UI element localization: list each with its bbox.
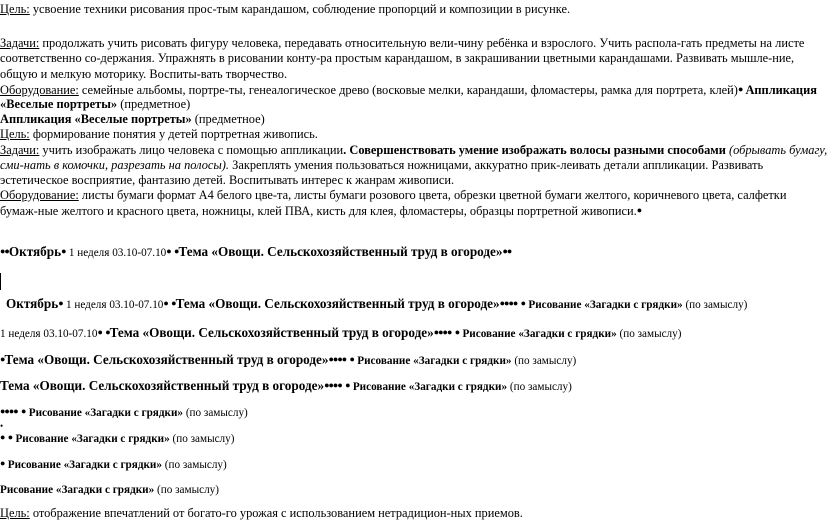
bullet-dot: ● <box>7 432 13 442</box>
drawing-title: Рисование «Загадки с грядки» <box>28 407 184 419</box>
applique-heading-start: Аппликация <box>742 83 817 97</box>
bullet-dot: ● <box>737 84 743 94</box>
equipment2-line-1 <box>0 188 786 203</box>
applique-title: Аппликация «Веселые портреты» <box>0 112 192 126</box>
drawing-tail: (по замыслу) <box>183 407 248 419</box>
final-goal-text: отображение впечатлений от богато-го урожая с использованием нетрадицион-ных приемов. <box>29 506 523 520</box>
equipment-line-1 <box>0 82 817 98</box>
tasks-line-2: соответственно со-держания. Упражнять в рисовании конту-ра простым карандашом, в закрашивании цветными карандашами. Развивать мышле-ние, <box>0 51 795 65</box>
text-cursor <box>0 273 1 290</box>
cascade-line-8 <box>0 456 227 473</box>
theme-title: Тема «Овощи. Сельскохозяйственный труд в огороде» <box>0 378 325 393</box>
bullet-dot: ● <box>454 327 460 337</box>
bullet-dot: ● <box>345 380 350 390</box>
tasks2-text-a: учить изображать лицо человека с помощью аппликации <box>39 143 344 157</box>
bullet-dots: ●●●● <box>499 298 518 308</box>
theme-title: Тема «Овощи. Сельскохозяйственный труд в огороде» <box>109 325 434 340</box>
tasks2-text-c: (обрывать бумагу, <box>728 143 827 157</box>
goal-text: усвоение техники рисования прос-тым карандашом, соблюдение пропорций и композиции в рисунке. <box>29 2 571 16</box>
bullet-dot: ● <box>636 205 642 215</box>
drawing-tail: (по замыслу) <box>511 355 577 367</box>
applique-tail: (предметное) <box>191 112 265 126</box>
bullet-dots: ●●●● <box>0 406 18 416</box>
bullet-dot: ● <box>61 246 66 256</box>
tasks2-italic: сми-нать в комочки, разрезать на полосы). <box>0 158 230 172</box>
week-label: 1 неделя 03.10-07.10 <box>68 247 167 259</box>
bullet-dot: ● <box>174 246 179 256</box>
drawing-title: Рисование «Загадки с грядки» <box>15 433 170 445</box>
drawing-title: Рисование «Загадки с грядки» <box>462 328 617 340</box>
equipment-label: Оборудование: <box>0 83 79 97</box>
tasks-line-1 <box>0 36 804 51</box>
bullet-dots: ●● <box>0 246 9 256</box>
bullet-dot: ● <box>520 298 526 308</box>
equipment2-line-2 <box>0 203 641 219</box>
bullet-dot: ● <box>58 298 63 308</box>
drawing-title: Рисование «Загадки с грядки» <box>0 484 155 496</box>
bullet-dots: ●●●● <box>324 380 342 390</box>
bullet-dots: ●●●● <box>433 327 452 337</box>
equipment2-text: листы бумаги формат А4 белого цве-та, листы бумаги розового цвета, обрезки цветной бумаги желтого, коричневого цвета, салфетки <box>78 188 787 202</box>
tasks-line-3: общую и мелкую моторику. Воспиты-вать творчество. <box>0 67 288 81</box>
portraits-line <box>0 97 190 112</box>
drawing-tail: (по замыслу) <box>507 381 572 393</box>
cascade-line-1 <box>0 244 511 261</box>
cascade-line-9 <box>0 481 219 498</box>
drawing-title: Рисование «Загадки с грядки» <box>357 355 512 367</box>
bullet-dot: ● <box>0 432 5 442</box>
drawing-title: Рисование «Загадки с грядки» <box>352 381 508 393</box>
equipment2-label: Оборудование: <box>0 188 79 202</box>
bullet-dots: ●●●● <box>328 354 347 364</box>
bullet-dot: ● <box>0 458 5 468</box>
drawing-tail: (по замыслу) <box>161 459 227 471</box>
cascade-line-4 <box>0 352 576 369</box>
stray-dot: • <box>0 421 4 431</box>
bullet-dot: ● <box>0 354 5 364</box>
tasks2-text-d: Закреплять умения пользоваться ножницами, аккуратно прик-леивать детали аппликации. Развивать <box>229 158 764 172</box>
drawing-tail: (по замыслу) <box>154 484 219 496</box>
bullet-dot: ● <box>105 327 110 337</box>
equipment-text: семейные альбомы, портре-ты, генеалогическое древо (восковые мелки, карандаши, фломастеры, рамка для портрета, клей) <box>78 83 738 97</box>
cascade-line-2 <box>6 296 747 313</box>
bullet-dot: ● <box>171 298 176 308</box>
goal2-line <box>0 127 318 142</box>
tasks2-line-1 <box>0 143 827 158</box>
goal2-label: Цель: <box>0 127 30 141</box>
bullet-dot: ● <box>97 327 102 337</box>
tasks2-line-2 <box>0 158 763 173</box>
week-label: 1 неделя 03.10-07.10 <box>65 299 164 311</box>
goal-label: Цель: <box>0 2 30 16</box>
tasks2-label: Задачи: <box>0 143 40 157</box>
equipment2-text-2: бумаж-ные желтого и красного цвета, ножницы, клей ПВА, кисть для клея, фломастеры, образцы портретной живописи. <box>0 204 637 218</box>
cascade-line-7 <box>0 430 234 447</box>
final-goal-label: Цель: <box>0 506 30 520</box>
bullet-dot: ● <box>166 246 171 256</box>
drawing-title: Рисование «Загадки с грядки» <box>7 459 162 471</box>
drawing-title: Рисование «Загадки с грядки» <box>528 299 683 311</box>
bullet-dot: ● <box>163 298 168 308</box>
drawing-tail: (по замыслу) <box>616 328 682 340</box>
tasks2-text-b: . Совершенствовать умение изображать волосы разными способами <box>343 143 729 157</box>
tasks-label: Задачи: <box>0 36 40 50</box>
portraits-tail: (предметное) <box>117 97 191 111</box>
drawing-tail: (по замыслу) <box>169 433 235 445</box>
tasks-text: продолжать учить рисовать фигуру человека, передавать относительную вели-чину ребёнка и взрослого. Учить распола-гать предметы на листе <box>39 36 805 50</box>
portraits-title: «Веселые портреты» <box>0 97 118 111</box>
month-label: Октябрь <box>6 296 59 311</box>
theme-title: Тема «Овощи. Сельскохозяйственный труд в огороде» <box>4 352 329 367</box>
theme-title: Тема «Овощи. Сельскохозяйственный труд в огороде» <box>178 244 503 259</box>
bullet-dots: ●● <box>502 246 512 256</box>
goal-line-1 <box>0 2 570 17</box>
tasks2-line-3: эстетическое восприятие, фантазию детей. Воспитывать интерес к жанрам живописи. <box>0 173 455 187</box>
bullet-dot: ● <box>21 406 26 416</box>
applique-line <box>0 112 265 127</box>
week-label: 1 неделя 03.10-07.10 <box>0 328 98 340</box>
bullet-dot: ● <box>349 354 354 364</box>
final-goal-line <box>0 506 523 521</box>
theme-title: Тема «Овощи. Сельскохозяйственный труд в огороде» <box>175 296 500 311</box>
cascade-line-5 <box>0 378 572 395</box>
drawing-tail: (по замыслу) <box>682 299 748 311</box>
goal2-text: формирование понятия у детей портретная живопись. <box>29 127 318 141</box>
month-label: Октябрь <box>8 244 62 259</box>
cascade-line-6 <box>0 404 248 421</box>
cascade-line-3 <box>0 325 681 342</box>
